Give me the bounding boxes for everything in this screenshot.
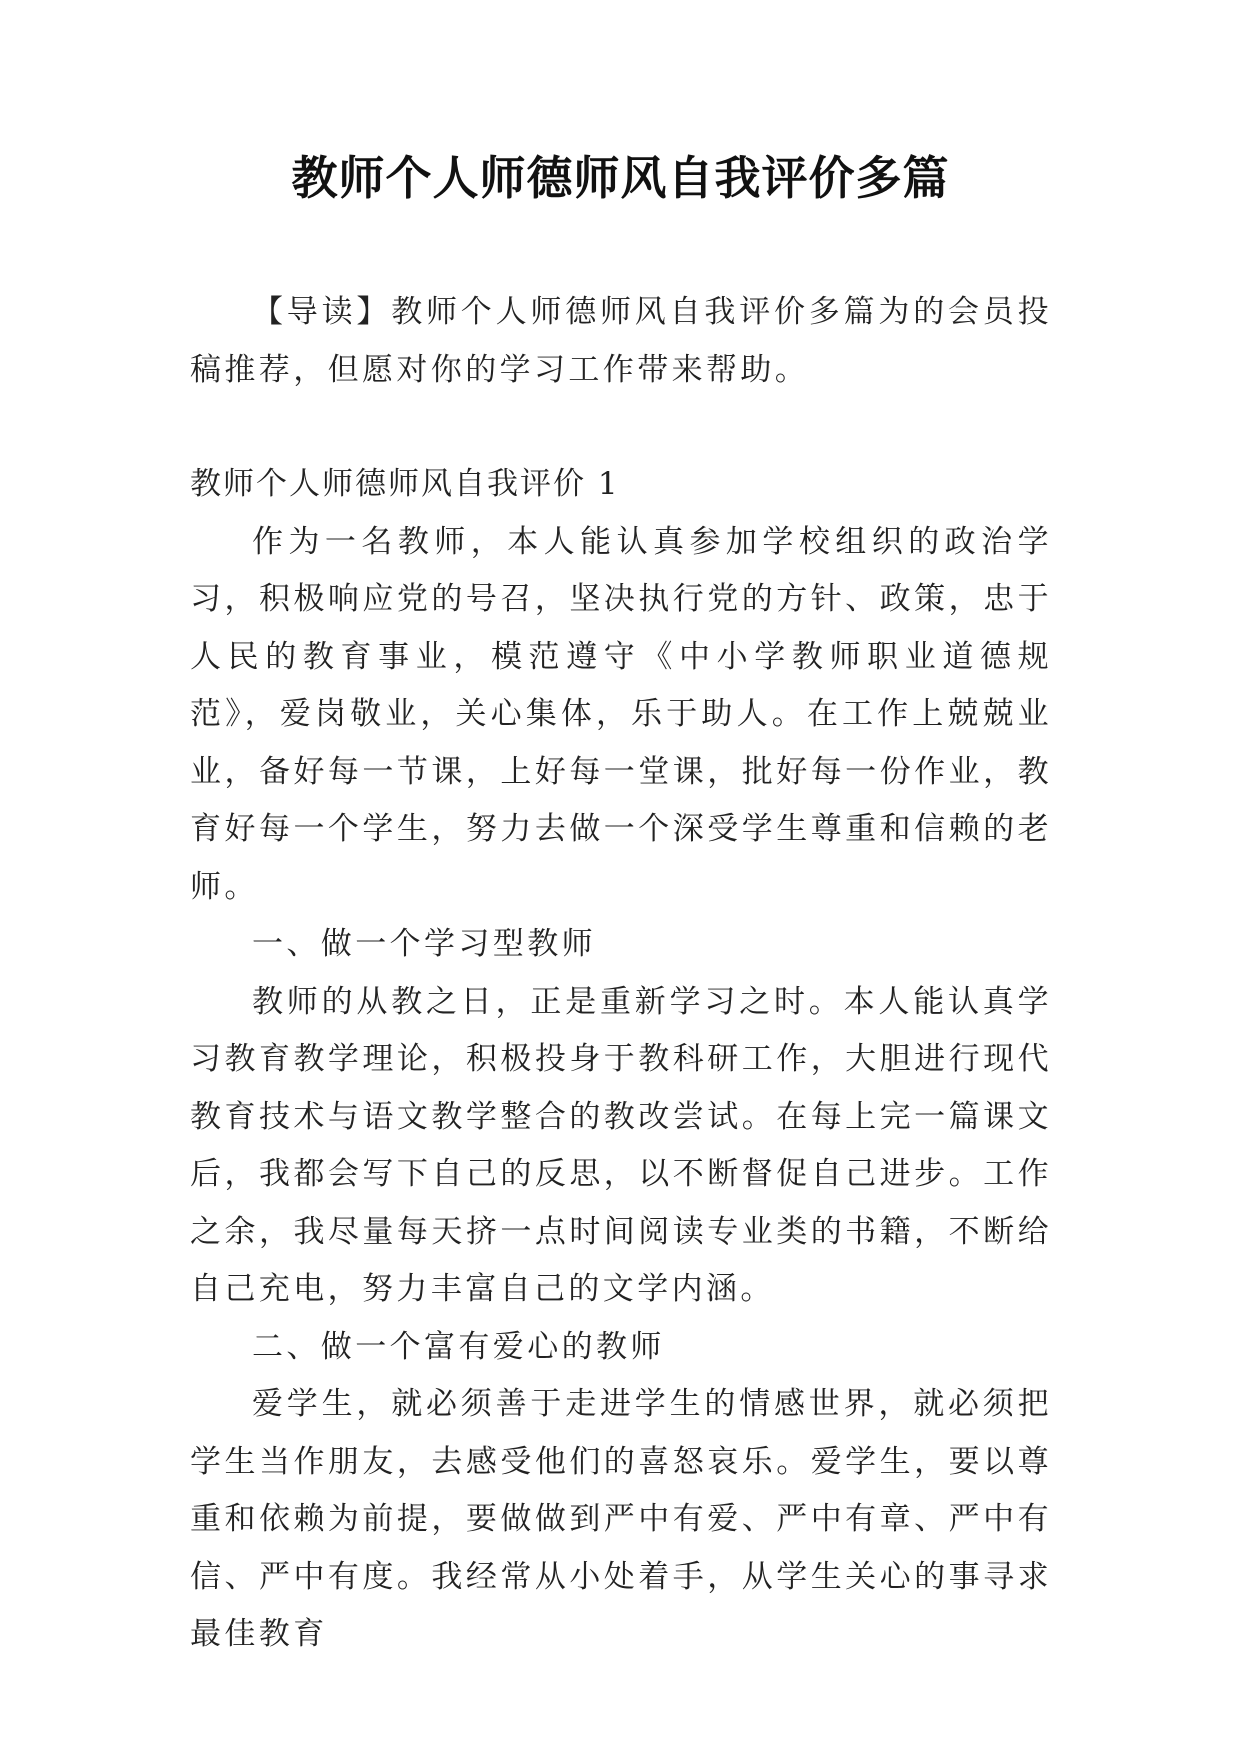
document-body (190, 284, 1052, 1664)
section-heading: 教师个人师德师风自我评价 1 (190, 466, 620, 502)
subheading: 二、做一个富有爱心的教师 (252, 1328, 665, 1365)
document-title: 教师个人师德师风自我评价多篇 (291, 151, 950, 205)
intro-paragraph: 【导读】教师个人师德师风自我评价多篇为的会员投稿推荐，但愿对你的学习工作带来帮助。 (190, 294, 1052, 388)
body-paragraph: 教师的从教之日，正是重新学习之时。本人能认真学习教育教学理论，积极投身于教科研工作，大胆进行现代教育技术与语文教学整合的教改尝试。在每上完一篇课文后，我都会写下自己的反思，以不断督促自己进步。工作之余，我尽量每天挤一点时间阅读专业类的书籍，不断给自己充电，努力丰富自己的文学内涵。 (190, 983, 1052, 1307)
body-paragraph: 爱学生，就必须善于走进学生的情感世界，就必须把学生当作朋友，去感受他们的喜怒哀乐。爱学生，要以尊重和依赖为前提，要做做到严中有爱、严中有章、严中有信、严中有度。我经常从小处着手，从学生关心的事寻求最佳教育 (190, 1386, 1052, 1652)
body-paragraph: 作为一名教师，本人能认真参加学校组织的政治学习，积极响应党的号召，坚决执行党的方针、政策，忠于人民的教育事业，模范遵守《中小学教师职业道德规范》，爱岗敬业，关心集体，乐于助人。在工作上兢兢业业，备好每一节课，上好每一堂课，批好每一份作业，教育好每一个学生，努力去做一个深受学生尊重和信赖的老师。 (190, 523, 1052, 905)
subheading: 一、做一个学习型教师 (252, 926, 596, 962)
